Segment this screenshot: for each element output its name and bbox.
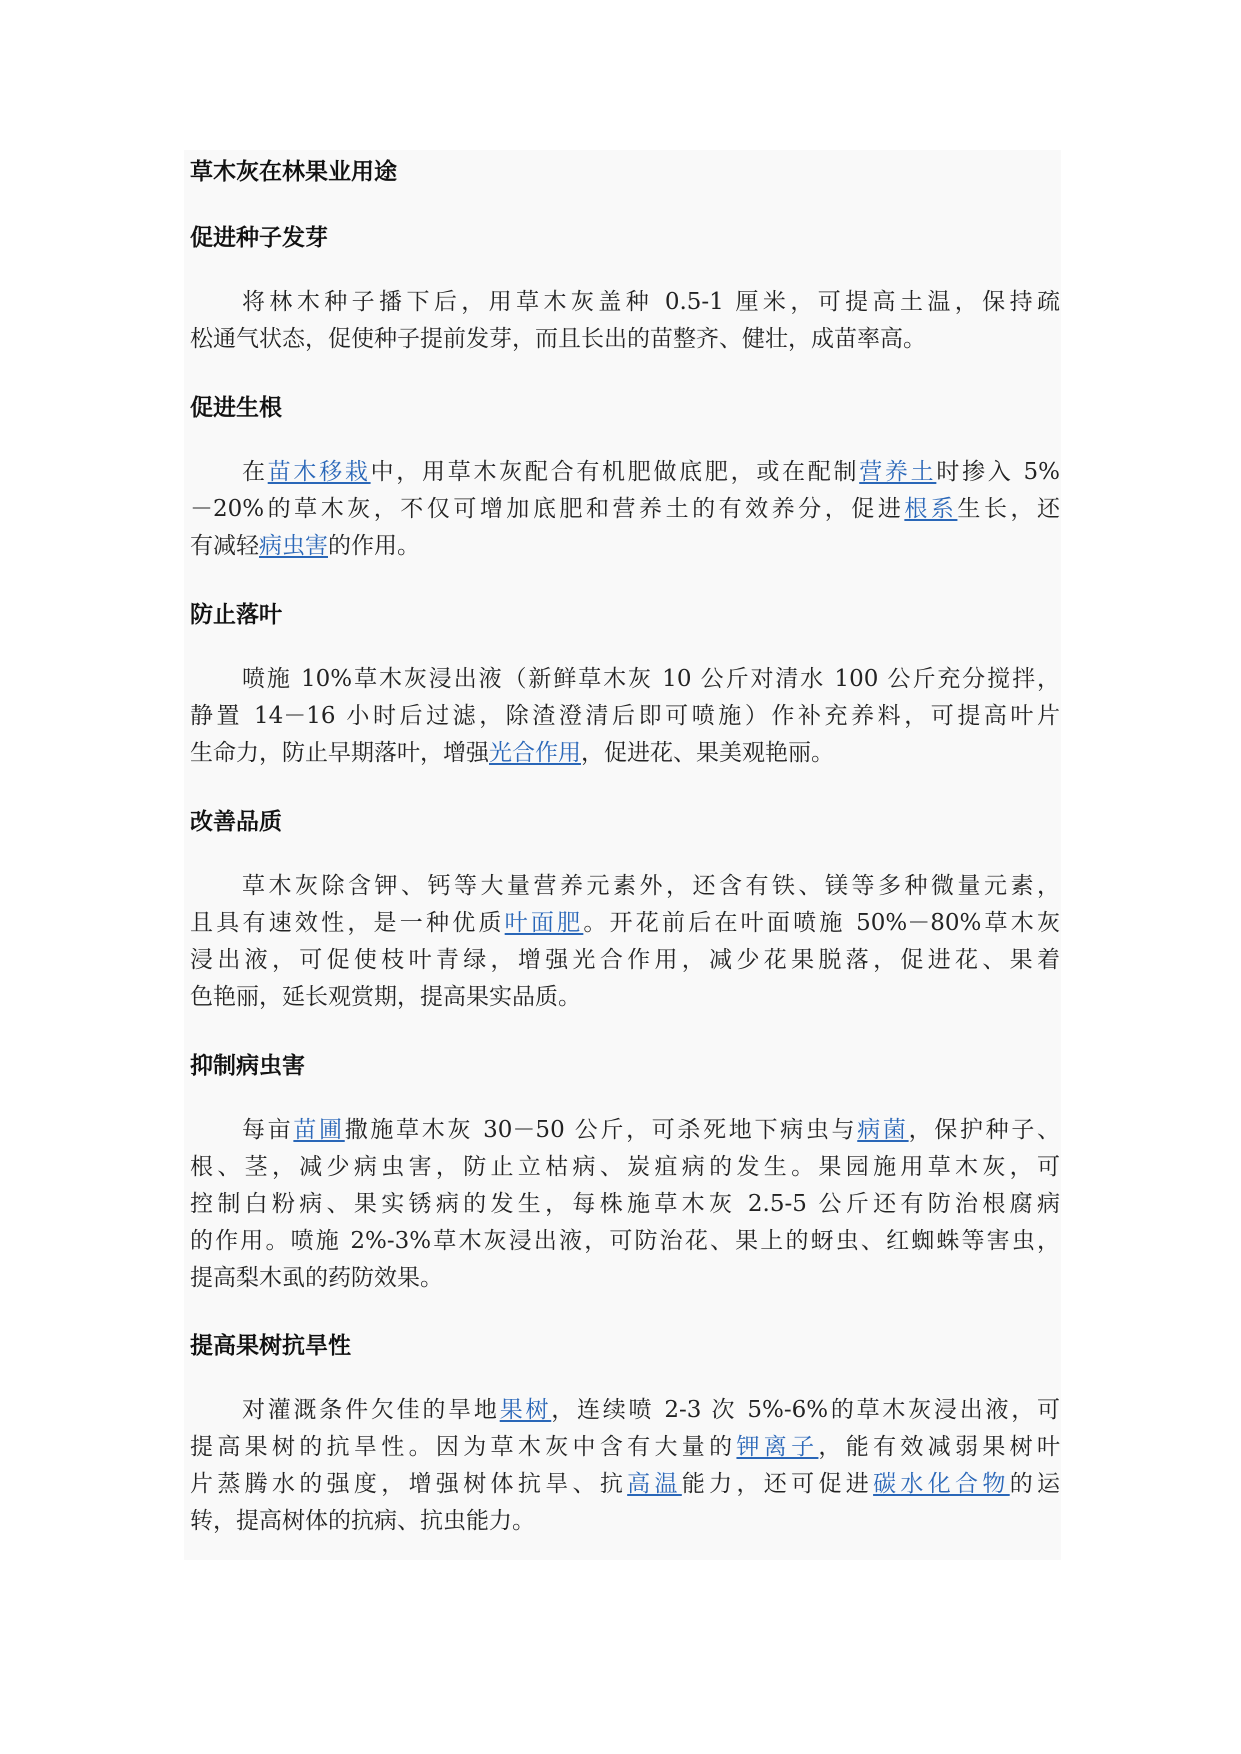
link-high-temperature[interactable]: 高温	[627, 1471, 682, 1497]
paragraph-line: 提高果树的抗旱性。因为草木灰中含有大量的钾离子，能有效减弱果树叶	[190, 1434, 1061, 1460]
section-heading: 抑制病虫害	[190, 1053, 305, 1079]
link-nutrient-soil[interactable]: 营养土	[859, 459, 937, 485]
paragraph-line: 有减轻病虫害的作用。	[190, 533, 420, 559]
section-paragraph	[190, 1112, 1060, 1297]
paragraph-line: 的作用。喷施 2%-3%草木灰浸出液，可防治花、果上的蚜虫、红蜘蛛等害虫，	[190, 1228, 1060, 1254]
paragraph-line: 浸出液，可促使枝叶青绿，增强光合作用，减少花果脱落，促进花、果着	[190, 947, 1060, 973]
link-nursery[interactable]: 苗圃	[293, 1117, 345, 1143]
paragraph-line: 在苗木移栽中，用草木灰配合有机肥做底肥，或在配制营养土时掺入 5%	[242, 459, 1061, 485]
link-foliar-fertilizer[interactable]: 叶面肥	[504, 910, 584, 936]
section-heading: 促进种子发芽	[190, 225, 328, 251]
section-paragraph	[190, 454, 1060, 565]
paragraph-line: 松通气状态，促使种子提前发芽，而且长出的苗整齐、健壮，成苗率高。	[190, 326, 926, 352]
link-pests-diseases[interactable]: 病虫害	[259, 533, 328, 559]
paragraph-line: 静置 14－16 小时后过滤，除渣澄清后即可喷施）作补充养料，可提高叶片	[190, 703, 1060, 729]
paragraph-line: 对灌溉条件欠佳的旱地果树，连续喷 2-3 次 5%-6%的草木灰浸出液，可	[242, 1397, 1061, 1423]
paragraph-line: 控制白粉病、果实锈病的发生，每株施草木灰 2.5-5 公斤还有防治根腐病	[190, 1191, 1060, 1217]
paragraph-line: －20%的草木灰，不仅可增加底肥和营养土的有效养分，促进根系生长，还	[190, 496, 1061, 522]
link-potassium-ion[interactable]: 钾离子	[736, 1434, 819, 1460]
link-root-system[interactable]: 根系	[904, 496, 958, 522]
paragraph-line: 提高梨木虱的药防效果。	[190, 1265, 443, 1291]
paragraph-line: 转，提高树体的抗病、抗虫能力。	[190, 1508, 535, 1534]
section-paragraph	[190, 661, 1060, 772]
paragraph-line: 且具有速效性，是一种优质叶面肥。开花前后在叶面喷施 50%－80%草木灰	[190, 910, 1061, 936]
paragraph-line: 每亩苗圃撒施草木灰 30－50 公斤，可杀死地下病虫与病菌，保护种子、	[242, 1117, 1061, 1143]
section-paragraph	[190, 284, 1060, 358]
paragraph-line: 根、茎，减少病虫害，防止立枯病、炭疽病的发生。果园施用草木灰，可	[190, 1154, 1060, 1180]
link-photosynthesis[interactable]: 光合作用	[489, 740, 581, 766]
link-carbohydrate[interactable]: 碳水化合物	[873, 1471, 1010, 1497]
section-heading: 改善品质	[190, 809, 282, 835]
link-seedling-transplant[interactable]: 苗木移栽	[267, 459, 371, 485]
section-heading: 提高果树抗旱性	[190, 1333, 351, 1359]
paragraph-line: 生命力，防止早期落叶，增强光合作用，促进花、果美观艳丽。	[190, 740, 834, 766]
paragraph-line: 片蒸腾水的强度，增强树体抗旱、抗高温能力，还可促进碳水化合物的运	[190, 1471, 1061, 1497]
section-heading: 防止落叶	[190, 602, 282, 628]
section-paragraph	[190, 1392, 1060, 1540]
section-heading: 促进生根	[190, 395, 282, 421]
link-pathogen[interactable]: 病菌	[857, 1117, 909, 1143]
paragraph-line: 喷施 10%草木灰浸出液（新鲜草木灰 10 公斤对清水 100 公斤充分搅拌，	[242, 666, 1060, 692]
link-fruit-tree[interactable]: 果树	[499, 1397, 552, 1423]
paragraph-line: 草木灰除含钾、钙等大量营养元素外，还含有铁、镁等多种微量元素，	[242, 873, 1060, 899]
paragraph-line: 色艳丽，延长观赏期，提高果实品质。	[190, 984, 581, 1010]
page-title: 草木灰在林果业用途	[190, 159, 397, 185]
paragraph-line: 将林木种子播下后，用草木灰盖种 0.5-1 厘米，可提高土温，保持疏	[242, 289, 1060, 315]
section-paragraph	[190, 868, 1060, 1016]
document-content	[184, 150, 1061, 1560]
